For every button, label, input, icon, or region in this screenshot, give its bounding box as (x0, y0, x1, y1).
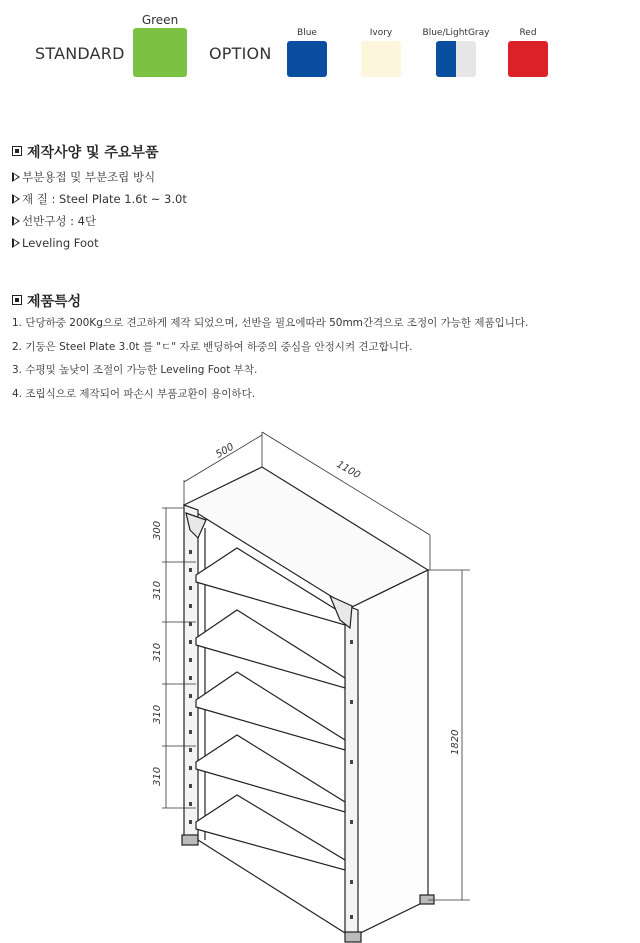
feature-section-title (12, 291, 81, 311)
shelves (196, 548, 345, 870)
color-chip (436, 41, 476, 77)
list-item: 1. 단당하중 200Kg으로 견고하게 제작 되었으며, 선반을 필요에따라 50mm간격으로 조정이 가능한 제품입니다. (12, 317, 529, 329)
square-bullet-icon (12, 146, 22, 156)
leveling-foot (345, 932, 361, 942)
shelf-technical-drawing (0, 410, 640, 943)
list-item (12, 188, 187, 210)
shelf-gap-dimension-label: 310 (152, 642, 163, 662)
color-chip (508, 41, 548, 77)
list-item (12, 232, 187, 254)
feature-title-text: 제품특성 (27, 294, 82, 310)
swatch-name: Green (141, 13, 179, 27)
square-bullet-icon (12, 295, 22, 305)
option-swatch-red (505, 27, 551, 77)
shelf (196, 672, 345, 750)
triangle-bullet-icon (12, 238, 20, 248)
leveling-foot (420, 895, 434, 904)
width-dimension-label: 1100 (334, 459, 363, 482)
color-chip (287, 41, 327, 77)
right-front-post (345, 605, 358, 938)
spec-item-text: 부분용접 및 부분조립 방식 (22, 170, 156, 184)
feature-list (12, 312, 528, 406)
swatch-name: Blue/LightGray (422, 28, 490, 38)
shelf (196, 735, 345, 812)
standard-swatch-green (132, 12, 188, 77)
top-gap-dimension-label: 300 (152, 520, 163, 540)
left-front-post (184, 505, 198, 840)
leveling-foot (182, 835, 198, 845)
spec-list (12, 166, 187, 254)
option-label: OPTION (209, 44, 272, 63)
shelf-gap-dimension-label: 310 (152, 580, 163, 600)
triangle-bullet-icon (12, 216, 20, 226)
shelf-gap-dimension-label: 310 (152, 704, 163, 724)
shelf-gap-dimension-label: 310 (152, 766, 163, 786)
spec-item-text: Leveling Foot (22, 236, 99, 250)
swatch-name: Ivory (369, 28, 393, 38)
swatch-name: Red (519, 28, 537, 38)
standard-label: STANDARD (35, 44, 125, 63)
depth-dimension-label: 500 (214, 441, 237, 461)
list-item (12, 210, 187, 232)
triangle-bullet-icon (12, 172, 20, 182)
spec-item-text: 재 질 : Steel Plate 1.6t ~ 3.0t (22, 192, 187, 206)
color-chip (361, 41, 401, 77)
right-side-panel (350, 570, 428, 938)
option-swatch-ivory (358, 27, 404, 77)
list-item: 2. 기둥은 Steel Plate 3.0t 를 "ㄷ" 자로 밴딩하여 하중의 중심을 안정시켜 견고합니다. (12, 340, 413, 353)
shelf-body (182, 467, 434, 942)
height-dimension-label: 1820 (450, 729, 461, 755)
list-item (12, 166, 187, 188)
spec-item-text: 선반구성 : 4단 (22, 214, 97, 228)
shelf (196, 795, 345, 870)
option-swatch-blue (284, 27, 330, 77)
option-swatch-blue-lightgray (418, 27, 494, 77)
list-item: 4. 조립식으로 제작되어 파손시 부품교환이 용이하다. (12, 387, 256, 400)
spec-title-text: 제작사양 및 주요부품 (27, 145, 159, 161)
triangle-bullet-icon (12, 194, 20, 204)
swatch-name: Blue (297, 28, 317, 38)
color-chip (133, 28, 187, 77)
list-item: 3. 수평및 높낮이 조절이 가능한 Leveling Foot 부착. (12, 364, 258, 376)
shelf (196, 610, 345, 688)
spec-section-title (12, 142, 158, 162)
